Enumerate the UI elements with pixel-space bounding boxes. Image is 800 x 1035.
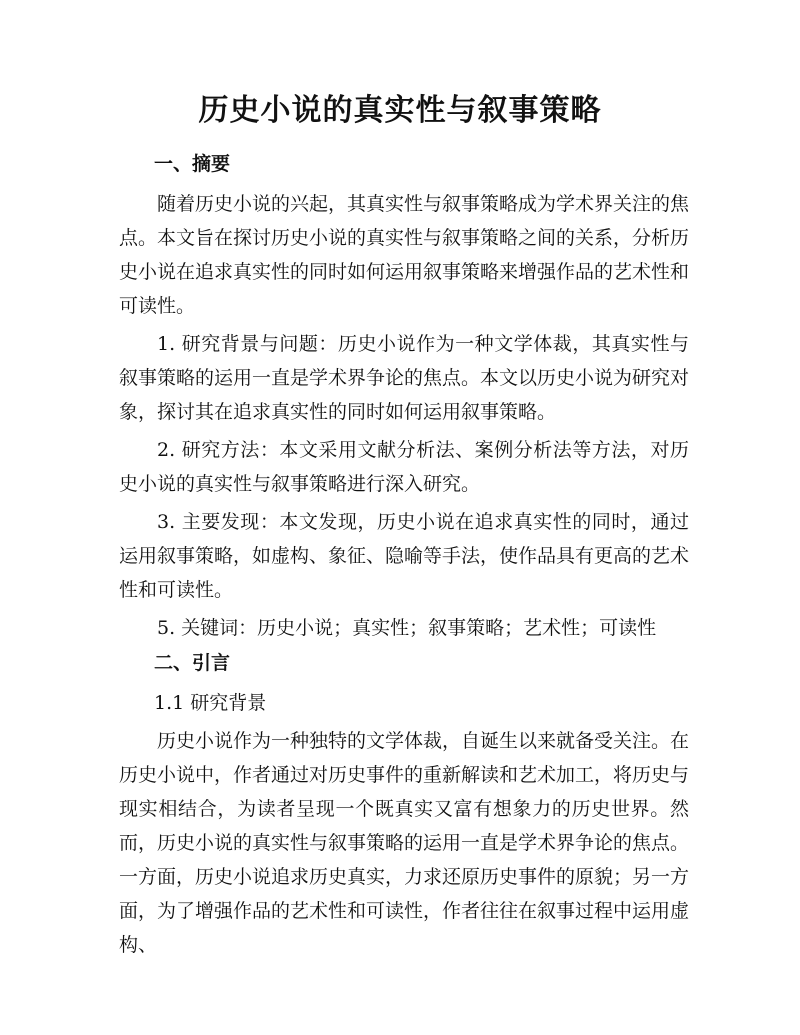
section-heading-introduction: 二、引言 xyxy=(154,652,231,674)
subsection-heading-1-1: 1.1 研究背景 xyxy=(154,692,267,714)
abstract-point-3: 3. 主要发现：本文发现，历史小说在追求真实性的同时，通过运用叙事策略，如虚构、象征、隐喻等手法，使作品具有更高的艺术性和可读性。 xyxy=(119,511,690,601)
section-heading-abstract: 一、摘要 xyxy=(154,153,231,175)
document-title: 历史小说的真实性与叙事策略 xyxy=(198,93,602,128)
abstract-point-5: 5. 关键词：历史小说；真实性；叙事策略；艺术性；可读性 xyxy=(157,617,657,639)
document-body xyxy=(119,150,689,966)
abstract-paragraph: 随着历史小说的兴起，其真实性与叙事策略成为学术界关注的焦点。本文旨在探讨历史小说的真实性与叙事策略之间的关系，分析历史小说在追求真实性的同时如何运用叙事策略来增强作品的艺术性和可读性。 xyxy=(119,193,690,317)
introduction-paragraph: 历史小说作为一种独特的文学体裁，自诞生以来就备受关注。在历史小说中，作者通过对历史事件的重新解读和艺术加工，将历史与现实相结合，为读者呈现一个既真实又富有想象力的历史世界。然而，历史小说的真实性与叙事策略的运用一直是学术界争论的焦点。一方面，历史小说追求历史真实，力求还原历史事件的原貌；另一方面，为了增强作品的艺术性和可读性，作者往往在叙事过程中运用虚构、 xyxy=(119,730,690,956)
abstract-point-1: 1. 研究背景与问题：历史小说作为一种文学体裁，其真实性与叙事策略的运用一直是学术界争论的焦点。本文以历史小说为研究对象，探讨其在追求真实性的同时如何运用叙事策略。 xyxy=(119,333,690,423)
abstract-point-2: 2. 研究方法：本文采用文献分析法、案例分析法等方法，对历史小说的真实性与叙事策略进行深入研究。 xyxy=(119,439,689,495)
